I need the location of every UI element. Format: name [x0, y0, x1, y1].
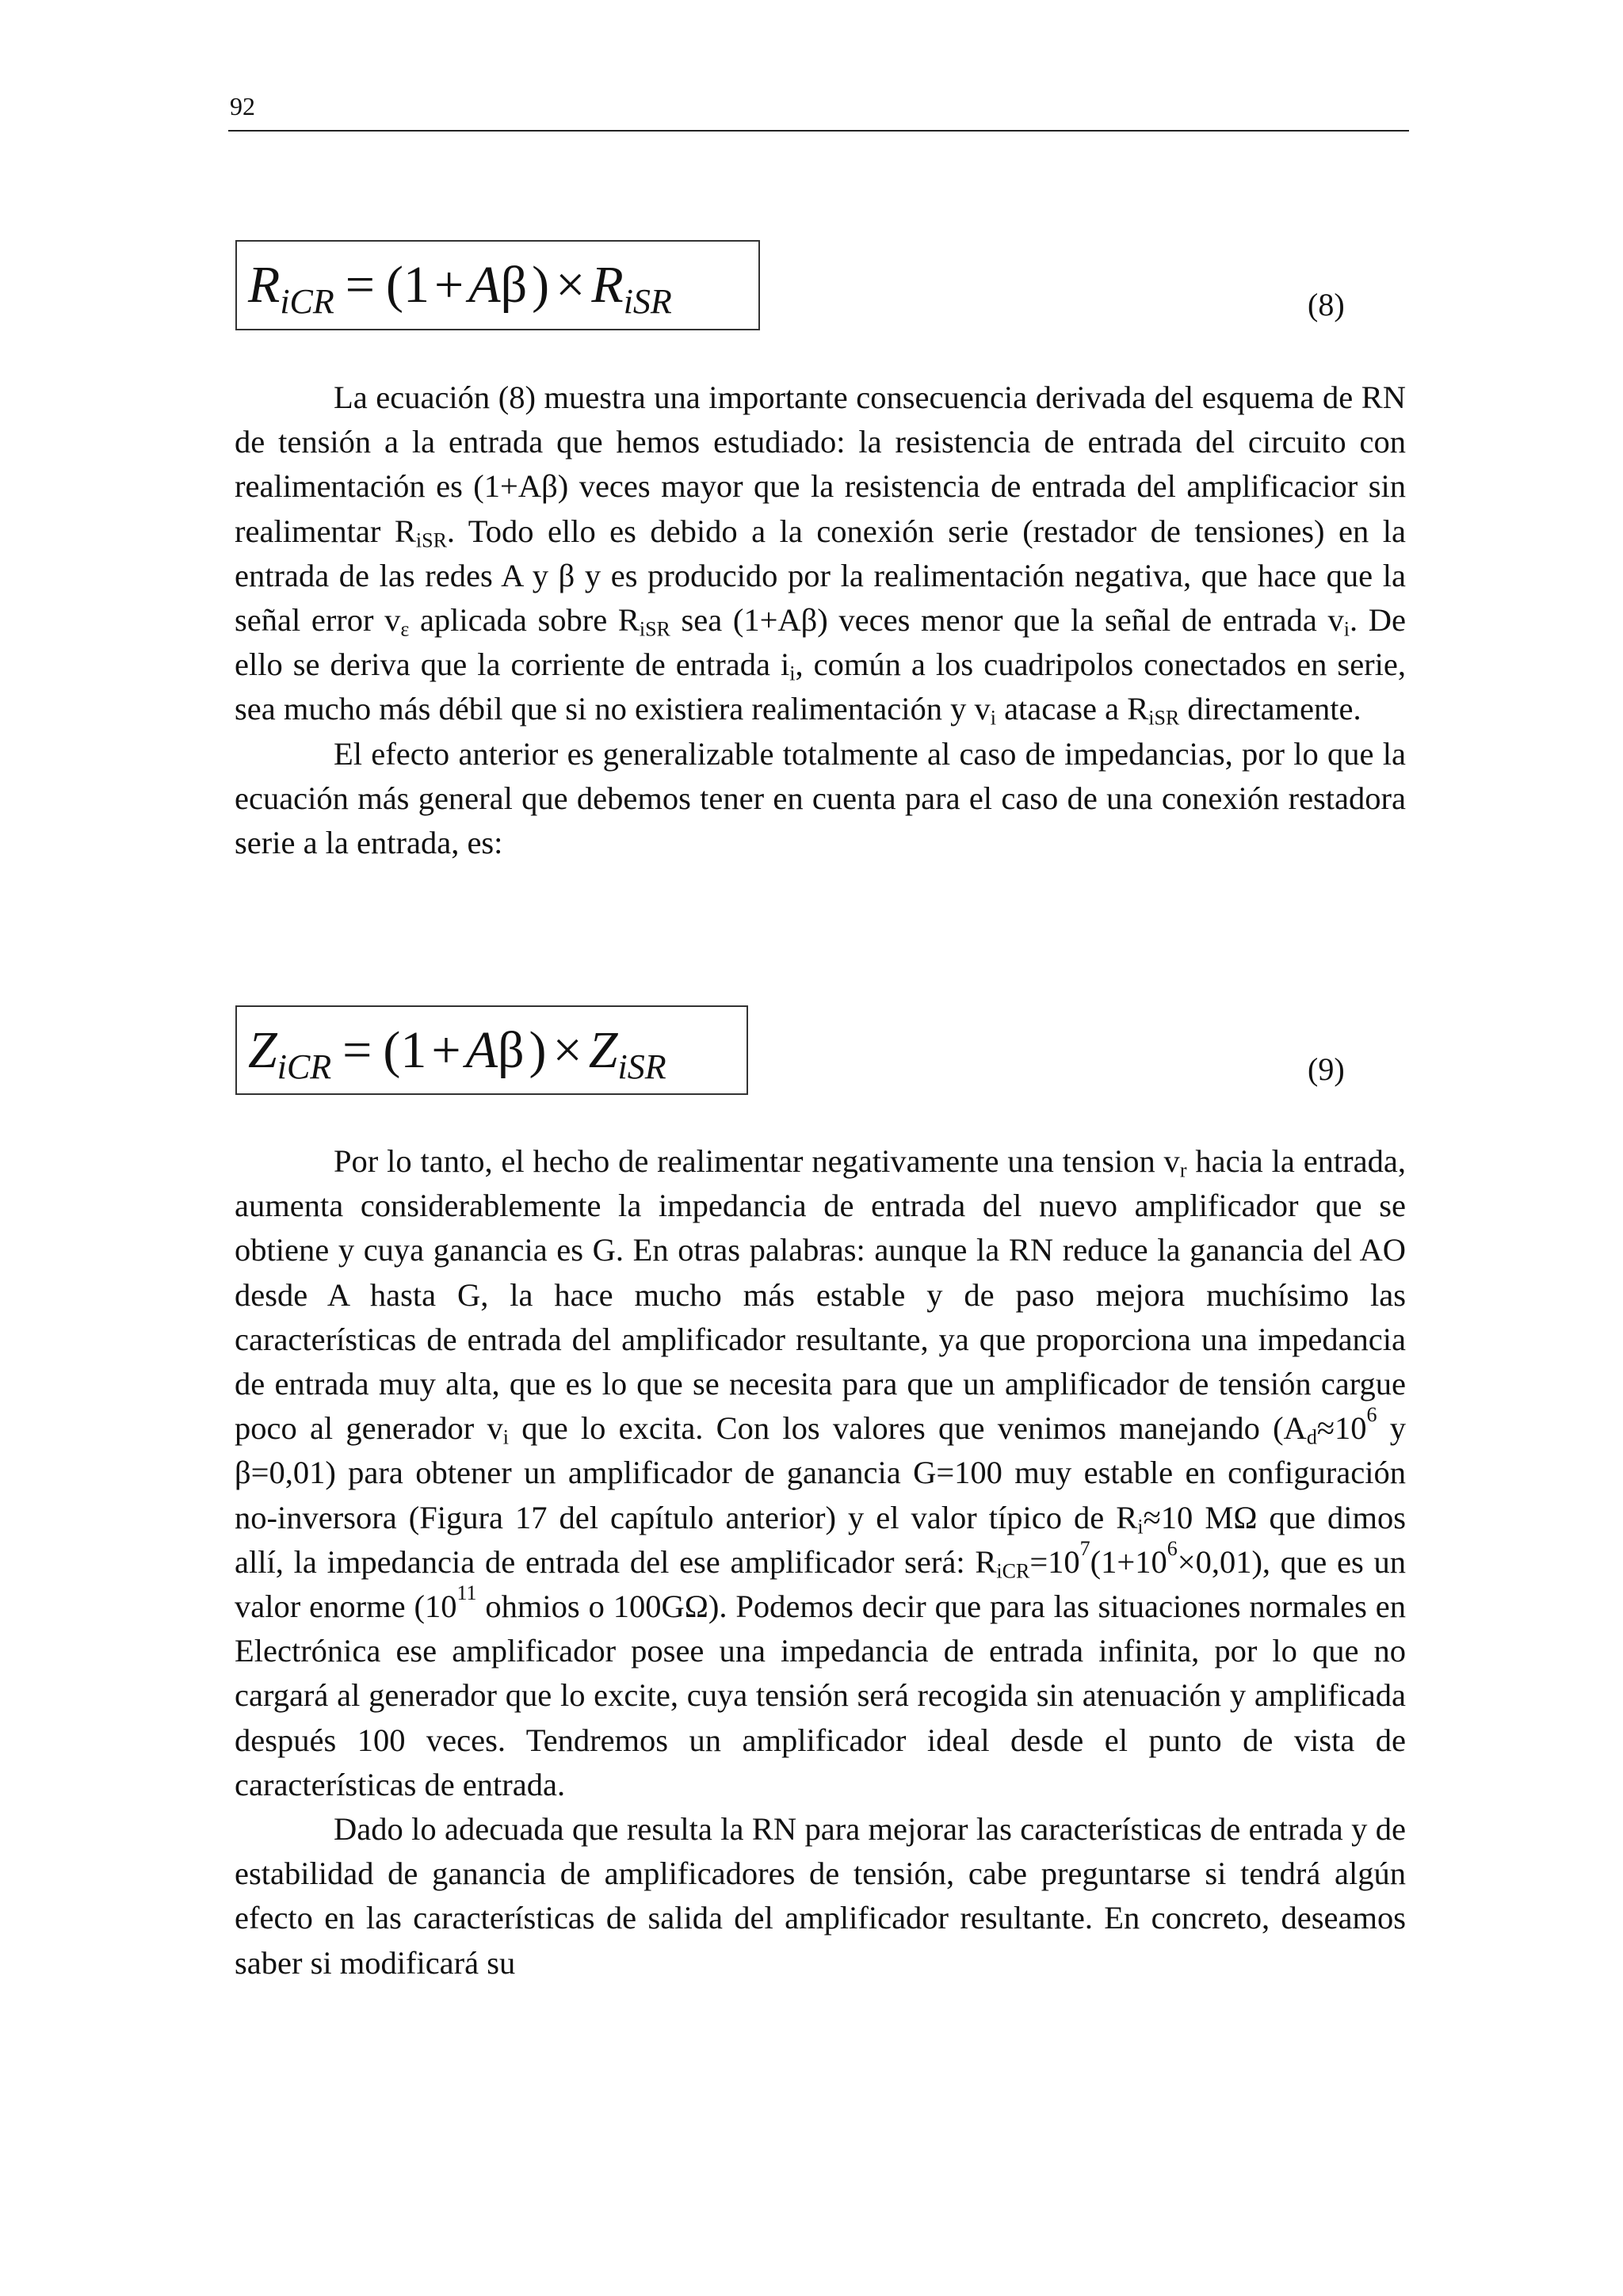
- paragraph-1: La ecuación (8) muestra una importante consecuencia derivada del esquema de RN de tensión a la entrada que hemos estudiado: la resistencia de entrada del circuito con realimentación es (1+Aβ) veces mayor que la resistencia de entrada del amplificacior sin realimentar $R_{iSR}$. Todo ello es debido a la conexión serie (restador de tensiones) en la entrada de las redes A y β y es producido por la realimentación negativa, que hace que la señal error $v_\varepsilon$ aplicada sobre $R_{iSR}$ sea (1+Aβ) veces menor que la señal de entrada $v_i$. De ello se deriva que la corriente de entrada $i_i$, común a los cuadripolos conectados en serie, sea mucho más débil que si no existiera realimentación y $v_i$ atacase a $R_{iSR}$ directamente.: [235, 379, 1407, 730]
- text-block-1: [235, 376, 1406, 865]
- header-rule: [228, 130, 1409, 132]
- equation-9-box: [235, 1005, 748, 1095]
- equation-9-text: $Z_{iCR} = (1+A\beta) \times Z_{iSR}$: [248, 1020, 666, 1086]
- text-block-2: [235, 1139, 1406, 1985]
- paragraph-4: Dado lo adecuada que resulta la RN para mejorar las características de entrada y de estabilidad de ganancia de amplificadores de tensión, cabe preguntarse si tendrá algún efecto en las características de salida del amplificador resultante. En concreto, deseamos saber si modificará su: [235, 1811, 1406, 1981]
- equation-9-number: (9): [1308, 1051, 1345, 1087]
- paragraph-3: Por lo tanto, el hecho de realimentar negativamente una tension $v_r$ hacia la entrada, aumenta considerablemente la impedancia de entrada del nuevo amplificador que se obtiene y cuya ganancia es G. En otras palabras: aunque la RN reduce la ganancia del AO desde A hasta G, la hace mucho más estable y de paso mejora muchísimo las características de entrada del amplificador resultante, ya que proporciona una impedancia de entrada muy alta, que es lo que se necesita para que un amplificador de tensión cargue poco al generador $v_i$ que lo excita. Con los valores que venimos manejando ($A_d\approx 10^6$ y β=0,01) para obtener un amplificador de ganancia G=100 muy estable en configuración no-inversora (Figura 17 del capítulo anterior) y el valor típico de $R_i\approx 10$ MΩ que dimos allí, la impedancia de entrada del ese amplificador será: $R_{iCR}=10^7(1+10^6\times 0,01)$, que es un valor enorme ($10^{11}$ ohmios o 100GΩ). Podemos decir que para las situaciones normales en Electrónica ese amplificador posee una impedancia de entrada infinita, por lo que no cargará al generador que lo excite, cuya tensión será recogida sin atenuación y amplificada después 100 veces. Tendremos un amplificador ideal desde el punto de vista de características de entrada.: [235, 1143, 1407, 1802]
- equation-8-number: (8): [1308, 287, 1345, 322]
- page-number: 92: [230, 92, 255, 120]
- equation-8-box: [235, 240, 760, 330]
- paragraph-2: El efecto anterior es generalizable totalmente al caso de impedancias, por lo que la ecuación más general que debemos tener en cuenta para el caso de una conexión restadora serie a la entrada, es:: [235, 735, 1406, 861]
- equation-8-text: $R_{iCR} = (1+A\beta) \times R_{iSR}$: [248, 256, 672, 322]
